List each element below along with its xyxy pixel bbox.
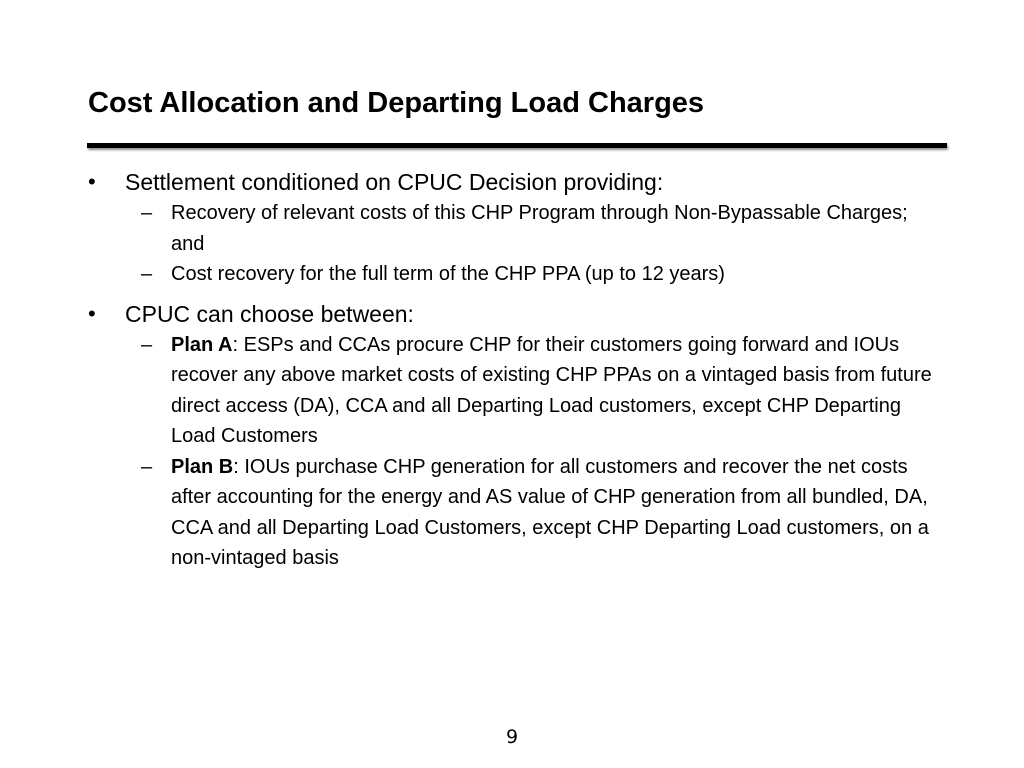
bullet-marker: • xyxy=(88,300,96,326)
bullet-text: CPUC can choose between: xyxy=(125,300,414,327)
subitem-text xyxy=(171,259,941,290)
bullet-marker: • xyxy=(88,169,96,194)
subitem-plan-a xyxy=(125,330,948,452)
subitem-marker: – xyxy=(141,333,153,356)
plan-a-label: Plan A xyxy=(171,333,233,356)
page-number: 9 xyxy=(505,726,519,748)
subitem-marker: – xyxy=(141,202,153,224)
subitem-recovery-costs xyxy=(125,198,948,259)
subitem-text xyxy=(171,452,941,574)
subitem-plan-b xyxy=(125,452,948,574)
subitem-body: : IOUs purchase CHP generation for all customers and recover the net costs after accounting for the energy and AS value of CHP generation from all bundled, DA, CCA and all Departing Load Customers, except CHP Departing Load customers, on a non-vintaged basis xyxy=(171,455,929,569)
bullet-settlement xyxy=(88,166,948,290)
subitem-text xyxy=(171,330,941,452)
slide-body xyxy=(88,166,948,574)
bullet-cpuc-choice xyxy=(88,298,948,574)
subitem-body: : ESPs and CCAs procure CHP for their customers going forward and IOUs recover any above market costs of existing CHP PPAs on a vintaged basis from future direct access (DA), CCA and all Departing Load customers, except CHP Departing Load Customers xyxy=(171,333,932,447)
slide-title: Cost Allocation and Departing Load Charges xyxy=(88,87,705,119)
subitem-body: Cost recovery for the full term of the CHP PPA (up to 12 years) xyxy=(171,263,725,285)
subitem-body: Recovery of relevant costs of this CHP Program through Non-Bypassable Charges; and xyxy=(171,202,908,255)
subitem-marker: – xyxy=(141,455,153,478)
subitem-text xyxy=(171,198,941,259)
subitem-marker: – xyxy=(141,263,153,285)
title-divider xyxy=(87,143,947,148)
plan-b-label: Plan B xyxy=(171,455,234,478)
bullet-text: Settlement conditioned on CPUC Decision providing: xyxy=(125,169,664,195)
subitem-cost-recovery-term xyxy=(125,259,948,290)
